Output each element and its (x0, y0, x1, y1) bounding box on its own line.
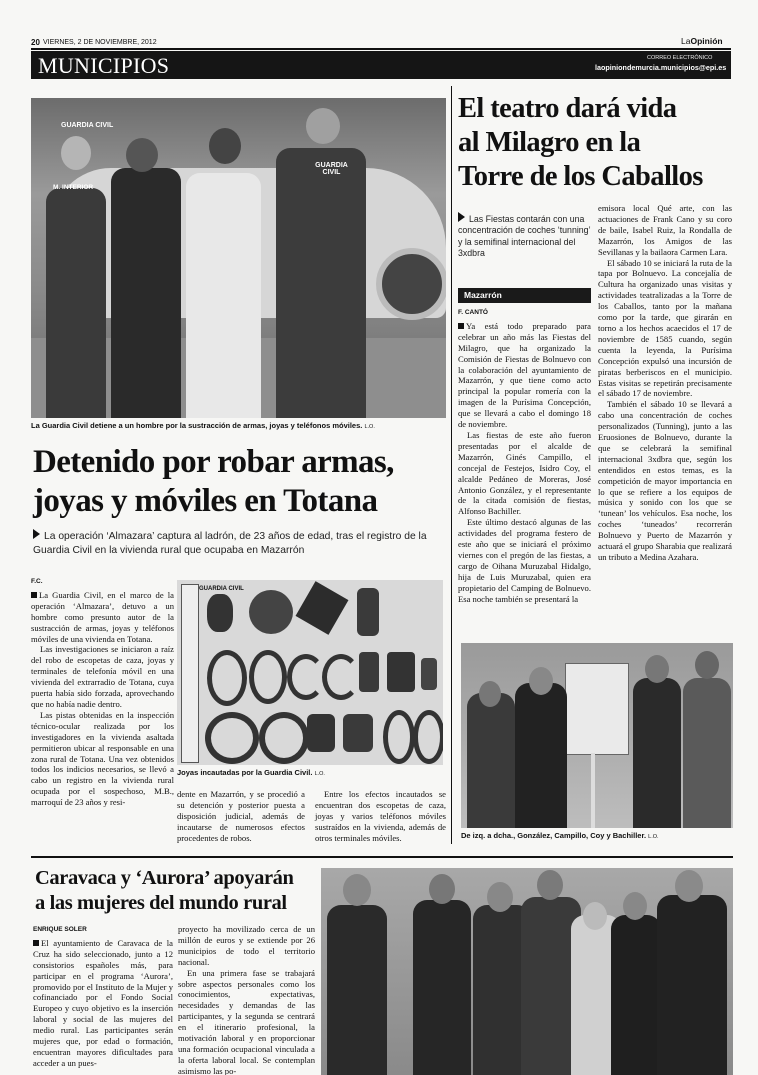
paragraph: Ya está todo preparado para celebrar un año más las Fiestas del Milagro, que ha organizado la Comisión de Fiestas de Bolnuevo con la colaboración del ayuntamiento de Mazarrón, y que tiene como acto principal la popular romería con la imagen de la Purísima Concepción, que se llevará a cabo el domingo 18 de noviembre. (458, 320, 591, 430)
man-figure (413, 900, 471, 1075)
arrow-icon (33, 529, 40, 539)
woman-figure (611, 915, 661, 1075)
jewels-caption (177, 768, 325, 777)
paragraph: proyecto ha movilizado cerca de un millón de euros y se extiende por 26 municipios de todo el territorio nacional. (178, 924, 315, 967)
man-figure (327, 905, 387, 1075)
caption-credit: L.O. (314, 771, 325, 777)
paragraph: Las fiestas de este año fueron presentadas por el alcalde de Mazarrón, Ginés Campillo, el concejal de Festejos, Isidro Coy, el alcalde Pedáneo de Moreras, José Antonio González, y el representante de la citada comisión de fiestas, Alfonso Bachiller. (458, 429, 591, 517)
totana-column-3 (315, 789, 446, 844)
detainee-head (209, 128, 241, 164)
email-label: CORREO ELECTRÓNICO (647, 55, 713, 61)
teatro-column-2 (598, 203, 732, 563)
masthead-opinion: Opinión (690, 36, 723, 46)
arrow-icon (458, 212, 465, 222)
easel (591, 753, 595, 828)
email-address: laopiniondemurcia.municipios@epi.es (595, 63, 727, 72)
man-figure (683, 678, 731, 828)
jewel (343, 714, 373, 752)
agent-head (61, 136, 91, 170)
agent-figure (46, 188, 106, 418)
jewel (421, 658, 437, 690)
man-figure (633, 678, 681, 828)
arrest-photo (31, 98, 446, 418)
totana-column-2 (177, 789, 305, 844)
subhead-teatro (458, 212, 591, 259)
jewel (205, 712, 259, 764)
jewel (357, 588, 379, 636)
jewel (296, 581, 349, 635)
man-figure (657, 895, 727, 1075)
paragraph: La Guardia Civil, en el marco de la operación ‘Almazara’, detuvo a un hombre como presunto autor de la sustracción de armas, joyas y teléfonos móviles de una vivienda en Totana. (31, 589, 174, 644)
man-figure (467, 693, 515, 828)
jewel (387, 652, 415, 692)
jewels-photo-label: GUARDIA CIVIL (199, 586, 244, 592)
woman-head (623, 892, 647, 920)
group-photo (321, 868, 733, 1075)
paragraph: emisora local Qué arte, con las actuaciones de Frank Cano y su coro de baile, Isabel Ruiz, la Rondalla de Mazarrón, los Amigos de las Sevillanas y la bailaora Carmen Lara. (598, 203, 732, 257)
poster (565, 663, 629, 755)
ruler (181, 584, 199, 763)
byline: F. CANTÓ (458, 309, 488, 316)
agent-figure-2 (111, 168, 181, 418)
jewel (249, 650, 287, 704)
man-head (675, 870, 703, 902)
man-head (537, 870, 563, 900)
caravaca-column-1 (33, 925, 173, 1075)
paragraph: También el sábado 10 se llevará a cabo una concentración de coches personalizados (Tunning), junto a las Eruosiones de Bolnuevo, durante la que se celebrará la semifinal internacional 3xdbra que, según los entendidos en estos temas, es la competición de mayor importancia en lo que se refiere a los equipos de música y sonido con los que se ‘tunean’ los vehículos. Esa noche, los coches ‘tuneados’ recorrerán Bolnuevo y Puerto de Mazarrón y actuará el grupo Sharabia que realizará un tributo a Medina Azahara. (598, 399, 732, 562)
column-divider (451, 86, 452, 844)
paragraph: Entre los efectos incautados se encuentran dos escopetas de caza, joyas y varios teléfonos móviles sustraídos en la vivienda, además de otros terminales móviles. (315, 789, 446, 843)
presentation-photo (461, 643, 733, 828)
jewel (413, 710, 443, 764)
issue-date: VIERNES, 2 DE NOVIEMBRE, 2012 (43, 39, 157, 46)
detainee-figure (186, 173, 261, 418)
byline: ENRIQUE SOLER (33, 926, 87, 933)
man-head (429, 874, 455, 904)
man-head (487, 882, 513, 912)
car-wheel (376, 248, 446, 320)
jewel (322, 654, 360, 700)
masthead-la: La (681, 36, 691, 46)
caption-text: Joyas incautadas por la Guardia Civil. (177, 768, 313, 777)
man-head (343, 874, 371, 906)
caravaca-column-2 (178, 924, 315, 1075)
headline-line-1: El teatro dará vida (458, 93, 677, 124)
guard-head (306, 108, 340, 144)
square-bullet-icon (31, 592, 37, 598)
section-title: MUNICIPIOS (38, 53, 170, 78)
paragraph: dente en Mazarrón, y se procedió a su detención y posterior puesta a disposición judicial, además de incautarse de numerosos efectos procedentes de robos. (177, 789, 305, 843)
jewel (359, 652, 379, 692)
caption-credit: L.O. (364, 424, 375, 430)
paragraph: El sábado 10 se iniciará la ruta de la tapa por Bolnuevo. La concejalía de Cultura ha organizado unas visitas y actividades teatralizadas a la Torre de los Caballos, tanto por la mañana como por la tarde, que girarán en torno a los hechos acaecidos el 17 de noviembre de 1585 cuando, según cuenta la leyenda, la Purísima Concepción expulsó una incursión de piratas berberiscos en el municipio. Estas visitas se repetirán precisamente el sábado 17 de noviembre. (598, 257, 732, 399)
woman-head (583, 902, 607, 930)
man-head (645, 655, 669, 683)
man-figure (515, 683, 567, 828)
headline-line-1: Detenido por robar armas, (33, 444, 394, 480)
jewel (287, 654, 325, 700)
subhead-text: Las Fiestas contarán con una concentración de coches ‘tunning’ y la semifinal internacional del 3xdbra (458, 214, 591, 258)
subhead-totana (33, 529, 448, 557)
headline-line-2: al Milagro en la (458, 127, 641, 158)
paragraph: Las pistas obtenidas en la inspección técnico-ocular realizada por los investigadores en la vivienda asaltada permitieron ubicar al responsable en una zona rural de Totana. Una vez obtenidos todos los indicios necesarios, se llevó a cabo un registro en la vivienda rural ocupada por el sospechoso, M.B., marroquí de 23 años y resi- (31, 709, 174, 808)
presentation-caption (461, 831, 659, 840)
paragraph: El ayuntamiento de Caravaca de la Cruz ha sido seleccionado, junto a 12 consistorios españoles más, para participar en el programa ‘Aurora’, promovido por el Instituto de la Mujer y cofinanciado por el Fondo Social Europeo y cuyo objetivo es la inserción laboral y social de las mujeres del medio rural. Las participantes serán mujeres que, por edad o formación, encuentran mayores dificultades para acceder a un pues- (33, 937, 173, 1068)
jewel (383, 710, 415, 764)
caption-text: La Guardia Civil detiene a un hombre por la sustracción de armas, joyas y teléfonos móviles. (31, 421, 363, 430)
jewel (249, 590, 293, 634)
paragraph: Este último destacó algunas de las actividades del programa festero de este año que se iniciará el próximo viernes con el pregón de las fiestas, a cargo de Oihana Muruzabal Hidalgo, hija de Luis Muruzabal, quien era propietario del Camping de Bolnuevo. Esa noche también se presentará la (458, 517, 591, 604)
paragraph: En una primera fase se trabajará sobre aspectos personales como los conocimientos, expectativas, necesidades y demandas de las participantes, y la segunda se centrará en el itinerario profesional, la motivación laboral y en proporcionar una formación ocupacional vinculada a la oferta laboral local. Se contemplan asimismo las po- (178, 967, 315, 1075)
jewel (259, 712, 309, 764)
square-bullet-icon (458, 323, 464, 329)
photo-label-1: GUARDIA CIVIL (61, 122, 114, 129)
man-head (529, 667, 553, 695)
man-head (695, 651, 719, 679)
headline-line-2: joyas y móviles en Totana (33, 483, 378, 519)
location-label: Mazarrón (464, 290, 502, 300)
masthead-logo (681, 36, 723, 46)
caption-credit: L.O. (648, 834, 659, 840)
photo-label-3: GUARDIA CIVIL (315, 162, 348, 176)
header-rule (31, 48, 731, 50)
square-bullet-icon (33, 940, 39, 946)
teatro-column-1 (458, 308, 591, 604)
subhead-text: La operación ‘Almazara’ captura al ladrón, de 23 años de edad, tras el registro de la Guardia Civil en la vivienda rural que ocupaba en Mazarrón (33, 531, 427, 556)
guard-figure (276, 148, 366, 418)
jewel (207, 594, 233, 632)
headline-teatro (458, 92, 703, 194)
agent-head-2 (126, 138, 158, 172)
photo-label-2: M. INTERIOR (53, 184, 94, 191)
totana-column-1 (31, 577, 174, 808)
caption-text: De izq. a dcha., González, Campillo, Coy y Bachiller. (461, 831, 647, 840)
headline-caravaca (35, 866, 294, 916)
headline-line-3: Torre de los Caballos (458, 161, 703, 192)
headline-line-1: Caravaca y ‘Aurora’ apoyarán (35, 867, 294, 889)
paragraph: Las investigaciones se iniciaron a raíz del robo de escopetas de caza, joyas y terminales de telefonía móvil en una vivienda del extrarradio de Totana, cuya puerta había sido forzada, aprovechando que no había nadie dentro. (31, 644, 174, 709)
man-head (479, 681, 501, 707)
byline: F.C. (31, 578, 43, 585)
headline-totana (33, 443, 394, 521)
jewel (307, 714, 335, 752)
story-divider (31, 856, 733, 858)
page-number: 20 (31, 38, 40, 47)
headline-line-2: a las mujeres del mundo rural (35, 892, 287, 914)
arrest-photo-caption (31, 421, 446, 430)
jewel (207, 650, 247, 706)
jewels-photo (177, 580, 443, 765)
